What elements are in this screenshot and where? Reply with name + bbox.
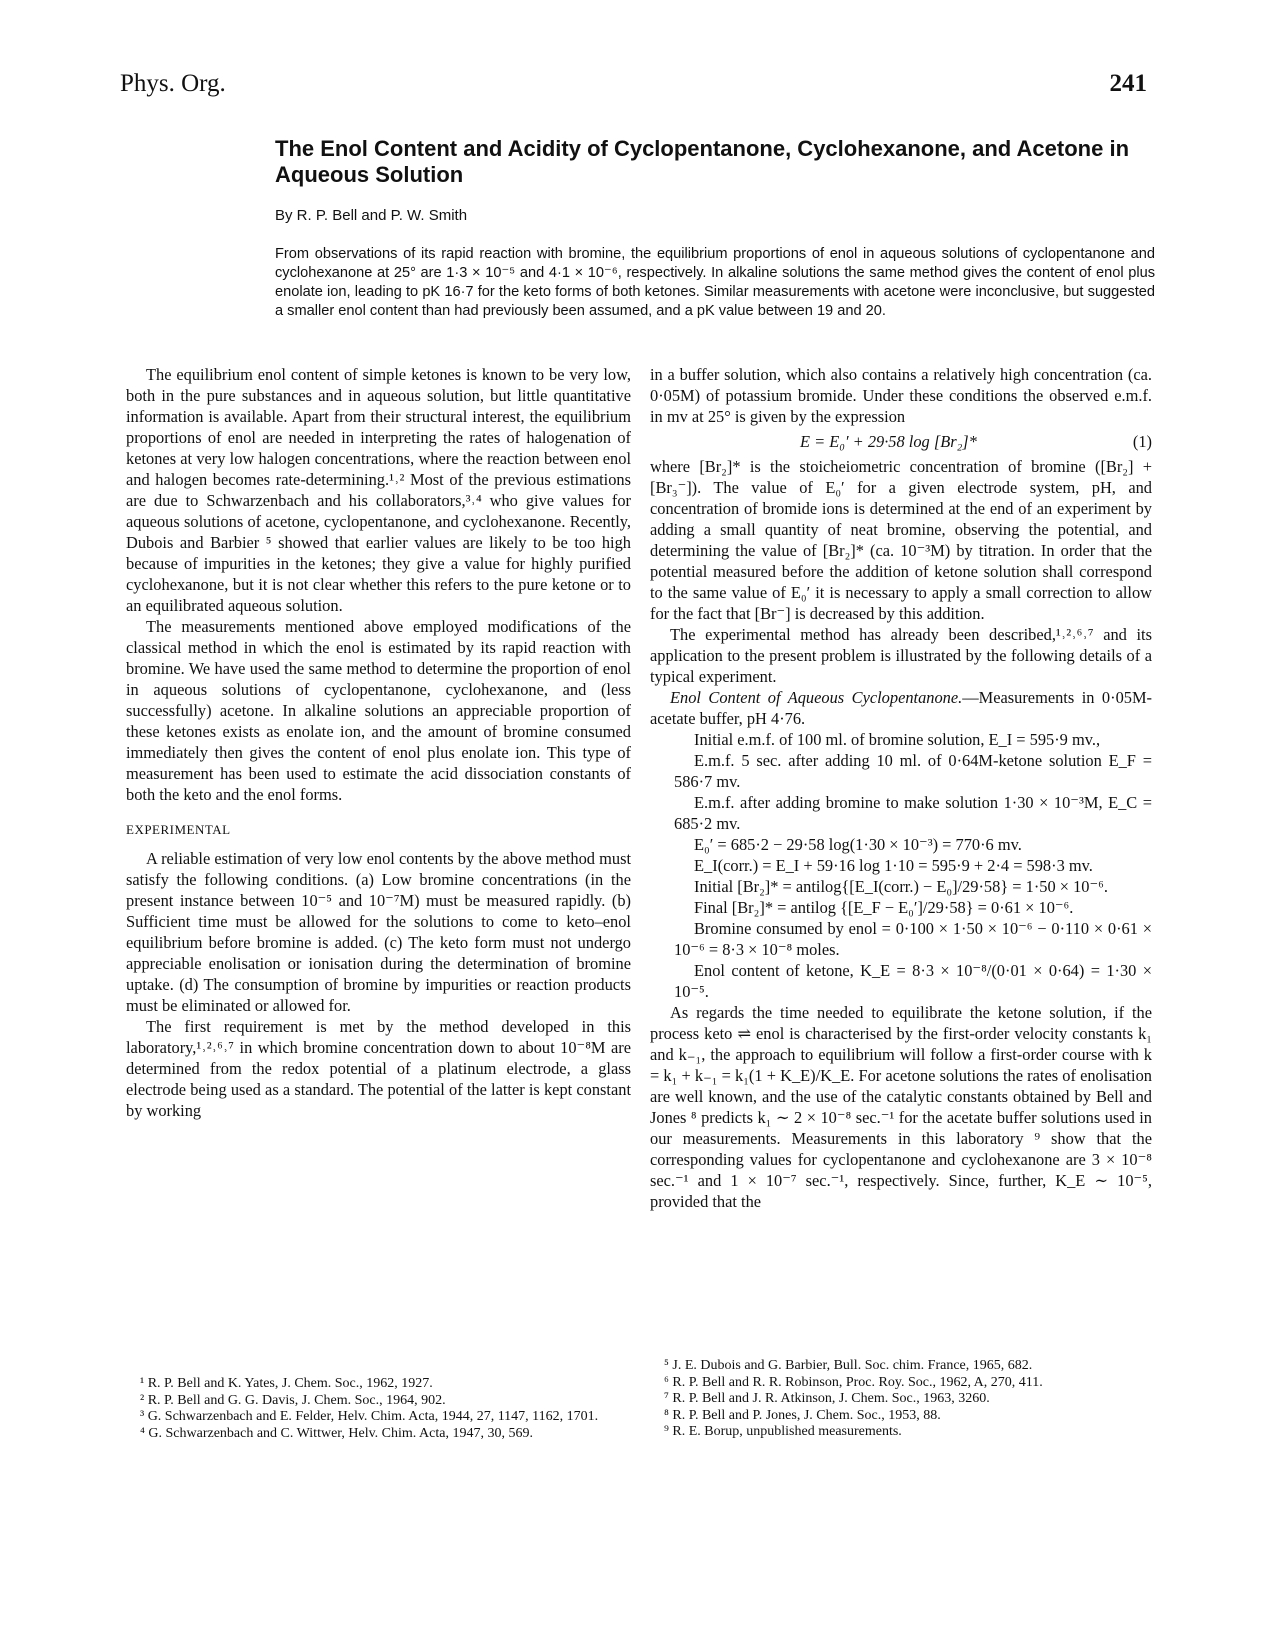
calc-line: E_I(corr.) = E_I + 59·16 log 1·10 = 595·9 + 2·4 = 598·3 mv. [694, 856, 1093, 875]
equation-expression: E = E₀′ + 29·58 log [Br₂]* [800, 432, 977, 451]
footnotes-left [126, 1376, 626, 1442]
footnote: ⁹ R. E. Borup, unpublished measurements. [664, 1424, 902, 1439]
method-paragraph: The experimental method has already been described,¹˒²˒⁶˒⁷ and its application to the present problem is illustrated by the following details of a typical experiment. [650, 625, 1152, 686]
left-column [126, 364, 631, 1121]
footnote: ⁵ J. E. Dubois and G. Barbier, Bull. Soc. chim. France, 1965, 682. [664, 1358, 1033, 1373]
article-title: The Enol Content and Acidity of Cyclopentanone, Cyclohexanone, and Acetone in Aqueous Solution [275, 136, 1130, 187]
experimental-paragraph-1: A reliable estimation of very low enol contents by the above method must satisfy the following conditions. (a) Low bromine concentrations (in the present instance between 10⁻⁵ and 10⁻⁷M) must be measured rapidly. (b) Sufficient time must be allowed for the solutions to come to keto–enol equilibrium before bromine is added. (c) The keto form must not undergo appreciable enolisation or ionisation during the determination of bromine uptake. (d) The consumption of bromine by impurities or reaction products must be eliminated or allowed for. [126, 849, 631, 1015]
example-heading: Enol Content of Aqueous Cyclopentanone. [670, 688, 963, 707]
equation-number: (1) [1132, 432, 1152, 451]
calc-line: Initial e.m.f. of 100 ml. of bromine solution, E_I = 595·9 mv., [694, 730, 1101, 749]
calc-line: Bromine consumed by enol = 0·100 × 1·50 × 10⁻⁶ − 0·110 × 0·61 × 10⁻⁶ = 8·3 × 10⁻⁸ moles. [674, 919, 1152, 959]
footnote: ⁷ R. P. Bell and J. R. Atkinson, J. Chem. Soc., 1963, 3260. [664, 1391, 990, 1406]
calc-line: Enol content of ketone, K_E = 8·3 × 10⁻⁸/(0·01 × 0·64) = 1·30 × 10⁻⁵. [674, 961, 1152, 1001]
footnote: ⁴ G. Schwarzenbach and C. Wittwer, Helv. Chim. Acta, 1947, 30, 569. [140, 1425, 533, 1441]
equation-1 [650, 431, 1152, 452]
continued-paragraph: in a buffer solution, which also contains a relatively high concentration (ca. 0·05M) of potassium bromide. Under these conditions the observed e.m.f. in mv at 25° is given by the expression [650, 365, 1152, 426]
equilibration-paragraph: As regards the time needed to equilibrate the ketone solution, if the process keto ⇌ enol is characterised by the first-order velocity constants k₁ and k₋₁, the approach to equilibrium will follow a first-order course with k = k₁ + k₋₁ = k₁(1 + K_E)/K_E. For acetone solutions the rates of enolisation are well known, and the use of the catalytic constants obtained by Bell and Jones ⁸ predicts k₁ ∼ 2 × 10⁻⁸ sec.⁻¹ for the acetate buffer solutions used in our measurements. Measurements in this laboratory ⁹ show that the corresponding values for cyclopentanone and cyclohexanone are 3 × 10⁻⁸ sec.⁻¹ and 1 × 10⁻⁷ sec.⁻¹, respectively. Since, further, K_E ∼ 10⁻⁵, provided that the [650, 1003, 1152, 1211]
article-abstract: From observations of its rapid reaction with bromine, the equilibrium proportions of enol in aqueous solutions of cyclopentanone and cyclohexanone at 25° are 1·3 × 10⁻⁵ and 4·1 × 10⁻⁶, respectively. In alkaline solutions the same method gives the content of enol plus enolate ion, leading to pK 16·7 for the keto forms of both ketones. Similar measurements with acetone were inconclusive, but suggested a smaller enol content than had previously been assumed, and a pK value between 19 and 20. [275, 246, 1155, 319]
footnote: ¹ R. P. Bell and K. Yates, J. Chem. Soc., 1962, 1927. [140, 1376, 433, 1391]
calc-line: E.m.f. 5 sec. after adding 10 ml. of 0·64M-ketone solution E_F = 586·7 mv. [674, 751, 1152, 791]
footnote: ⁶ R. P. Bell and R. R. Robinson, Proc. Roy. Soc., 1962, A, 270, 411. [664, 1374, 1043, 1390]
example-paragraph [650, 687, 1152, 729]
experimental-paragraph-2: The first requirement is met by the method developed in this laboratory,¹˒²˒⁶˒⁷ in which bromine concentration down to about 10⁻⁸M are determined from the redox potential of a platinum electrode, a glass electrode being used as a standard. The potential of the latter is kept constant by working [126, 1017, 631, 1120]
right-column [650, 364, 1152, 1212]
page-number: 241 [1109, 70, 1147, 97]
article-authors: By R. P. Bell and P. W. Smith [275, 207, 468, 224]
calc-line: E₀′ = 685·2 − 29·58 log(1·30 × 10⁻³) = 770·6 mv. [694, 835, 1022, 854]
calc-line: E.m.f. after adding bromine to make solution 1·30 × 10⁻³M, E_C = 685·2 mv. [674, 793, 1152, 833]
calc-line: Initial [Br₂]* = antilog{[E_I(corr.) − E₀]/29·58} = 1·50 × 10⁻⁶. [694, 877, 1108, 896]
running-header-journal: Phys. Org. [120, 70, 226, 97]
intro-paragraph-2: The measurements mentioned above employed modifications of the classical method in which the enol is estimated by its rapid reaction with bromine. We have used the same method to determine the proportion of enol in aqueous solutions of cyclopentanone, cyclohexanone, and (less successfully) acetone. In alkaline solutions an appreciable proportion of these ketones exists as enolate ion, and the amount of bromine consumed immediately then gives the content of enol plus enolate ion. This type of measurement has been used to estimate the acid dissociation constants of both the keto and the enol forms. [126, 617, 631, 804]
example-text: —Measurements in 0·05M-acetate buffer, pH 4·76. [650, 688, 1152, 728]
footnotes-right [650, 1358, 1150, 1441]
footnote: ² R. P. Bell and G. G. Davis, J. Chem. Soc., 1964, 902. [140, 1392, 446, 1408]
calc-line: Final [Br₂]* = antilog {[E_F − E₀′]/29·58} = 0·61 × 10⁻⁶. [694, 898, 1074, 917]
section-heading-experimental: EXPERIMENTAL [126, 822, 231, 837]
footnote: ⁸ R. P. Bell and P. Jones, J. Chem. Soc., 1953, 88. [664, 1407, 941, 1423]
equation-explanation: where [Br₂]* is the stoicheiometric concentration of bromine ([Br₂] + [Br₃⁻]). The value of E₀′ for a given electrode system, pH, and concentration of bromide ions is determined at the end of an experiment by adding a small quantity of neat bromine, observing the potential, and determining the value of [Br₂]* (ca. 10⁻³M) by titration. In order that the potential measured before the addition of ketone solution shall correspond to the same value of E₀′ it is necessary to apply a small correction to allow for the fact that [Br⁻] is decreased by this addition. [650, 457, 1152, 623]
footnote: ³ G. Schwarzenbach and E. Felder, Helv. Chim. Acta, 1944, 27, 1147, 1162, 1701. [140, 1409, 599, 1424]
intro-paragraph-1: The equilibrium enol content of simple ketones is known to be very low, both in the pure substances and in aqueous solution, but little quantitative information is available. Apart from their structural interest, the equilibrium proportions of enol are needed in interpreting the rates of halogenation of ketones at very low halogen concentrations, where the reaction between enol and halogen becomes rate-determining.¹˒² Most of the previous estimations are due to Schwarzenbach and his collaborators,³˒⁴ who give values for aqueous solutions of acetone, cyclopentanone, and cyclohexanone. Recently, Dubois and Barbier ⁵ showed that earlier values are likely to be too high because of impurities in the ketones; they give a value for highly purified cyclohexanone, but it is not clear whether this refers to the pure ketone or to an equilibrated aqueous solution. [126, 365, 631, 615]
